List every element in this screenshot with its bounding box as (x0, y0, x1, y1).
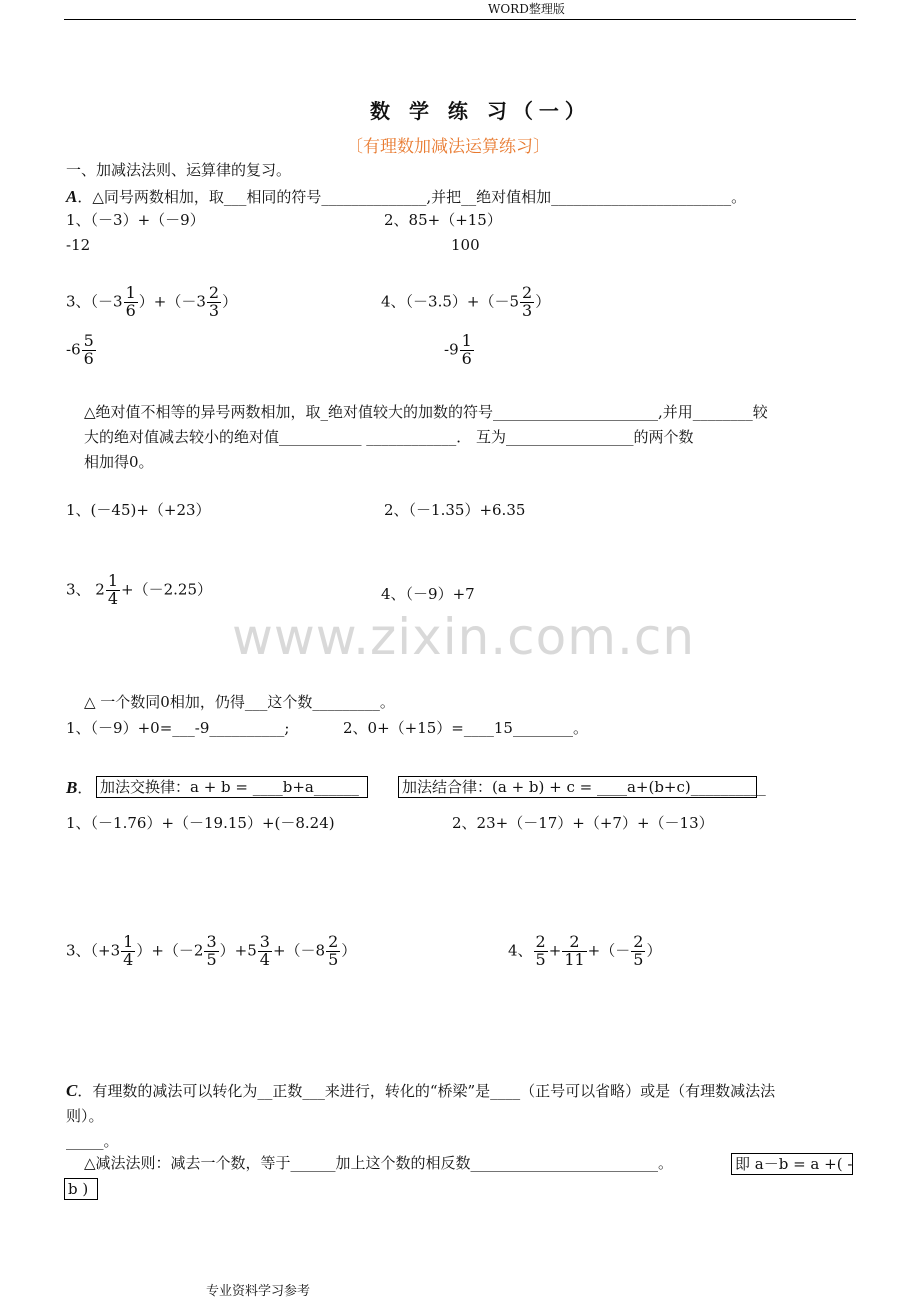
denominator: 6 (125, 300, 136, 320)
question-text: ） (535, 292, 551, 311)
answer-text: -9 (444, 340, 459, 359)
part-c-text: ．有理数的减法可以转化为__正数___来进行，转化的“桥梁”是____（正号可以省略）或是（有理数减法法 (77, 1082, 776, 1100)
answer: 100 (451, 236, 480, 254)
fraction (631, 934, 645, 969)
denominator: 4 (123, 949, 134, 969)
question: 2、0+（+15）=____15________。 (343, 719, 588, 737)
denominator: 3 (208, 300, 220, 320)
fraction (121, 934, 135, 969)
associative-law-box: 加法结合律：(a + b) + c = ____a+(b+c)__________ (398, 776, 757, 798)
page-title: 数 学 练 习（一） (370, 99, 591, 123)
question-text: + (548, 941, 562, 960)
numerator: 2 (535, 932, 546, 951)
fraction (82, 333, 96, 368)
fraction (562, 934, 586, 969)
question-text: ） (341, 941, 357, 960)
subtraction-formula-box: 即 a－b = a +( - (731, 1153, 853, 1175)
section-heading: 一、加减法法则、运算律的复习。 (66, 161, 292, 179)
question-text: 3、（+3 (66, 941, 121, 960)
part-c-line (66, 1078, 866, 1104)
page-subtitle: 〔有理数加减法运算练习〕 (346, 137, 550, 157)
question-text: ）+（－3 (138, 292, 206, 311)
denominator: 3 (522, 300, 533, 320)
question (66, 573, 212, 608)
fraction (326, 934, 340, 969)
part-b-label (66, 779, 92, 796)
answer: -12 (66, 236, 91, 254)
numerator: 5 (83, 331, 94, 350)
part-b-letter: B (66, 778, 78, 797)
fraction (207, 285, 221, 320)
question: 4、（－9）+7 (381, 585, 475, 603)
question-text: +（－8 (272, 941, 326, 960)
question (508, 934, 661, 969)
question-text: ） (222, 292, 238, 311)
numerator: 1 (125, 283, 136, 302)
question-text: 4、（－3.5）+（－5 (381, 292, 520, 311)
fraction (106, 573, 120, 608)
numerator: 2 (569, 932, 580, 951)
fraction (460, 333, 474, 368)
question (66, 285, 237, 320)
numerator: 2 (522, 283, 533, 302)
question (66, 934, 356, 969)
question: 2、（－1.35）+6.35 (384, 501, 526, 519)
denominator: 5 (535, 949, 546, 969)
part-a-rule-text: ．△同号两数相加，取___相同的符号______________,并把__绝对值相加________________________。 (77, 188, 747, 206)
question: 1、(－45)+（+23） (66, 501, 211, 519)
part-a-label: A (66, 187, 78, 206)
rule-line: △绝对值不相等的异号两数相加，取_绝对值较大的加数的符号______________________,并用________较 (84, 403, 768, 421)
header-rule (64, 19, 856, 20)
question-text: ）+（－2 (136, 941, 204, 960)
denominator: 5 (328, 949, 339, 969)
question-text: 4、 (508, 941, 533, 960)
zero-rule: △ 一个数同0相加，仍得___这个数_________。 (84, 693, 395, 711)
numerator: 2 (633, 932, 644, 951)
numerator: 1 (107, 571, 119, 590)
denominator: 4 (259, 949, 270, 969)
numerator: 1 (461, 331, 472, 350)
fraction (124, 285, 138, 320)
rule-line: 大的绝对值减去较小的绝对值___________ ____________． 互为_________________的两个数 (84, 428, 694, 446)
question-text: +（－ (587, 941, 631, 960)
fraction (534, 934, 548, 969)
question-text: 3、 2 (66, 580, 105, 599)
page-header: WORD整理版 (488, 2, 565, 16)
rule-paragraph (84, 400, 874, 475)
commutative-law-box: 加法交换律：a + b = ____b+a______ (96, 776, 368, 798)
fraction (520, 285, 534, 320)
denominator: 6 (83, 348, 94, 368)
subtraction-rule: △减法法则：减去一个数，等于______加上这个数的相反数_________________________。 (84, 1154, 674, 1172)
part-c-paragraph (66, 1078, 866, 1154)
numerator: 3 (259, 932, 270, 951)
denominator: 4 (107, 588, 119, 608)
part-c-line: _____。 (66, 1132, 119, 1150)
question-text: ） (646, 941, 662, 960)
subtraction-formula-box-cont: b ) (64, 1178, 98, 1200)
numerator: 2 (208, 283, 220, 302)
answer (66, 333, 97, 368)
denominator: 11 (564, 949, 585, 969)
numerator: 3 (206, 932, 217, 951)
question-text: ）+5 (219, 941, 257, 960)
question-text: 3、（－3 (66, 292, 123, 311)
fraction (204, 934, 218, 969)
question-text: +（－2.25） (121, 580, 213, 599)
part-b-dot: ． (77, 779, 93, 797)
fraction (258, 934, 272, 969)
rule-line: 相加得0。 (84, 453, 154, 471)
question: 2、23+（－17）+（+7）+（－13） (452, 814, 714, 832)
question: 1、（－1.76）+（－19.15）+(－8.24) (66, 814, 335, 832)
page-footer: 专业资料学习参考 (206, 1284, 311, 1299)
part-a-rule (66, 188, 746, 205)
part-c-letter: C (66, 1081, 78, 1100)
question: 1、（－9）+0=___-9__________; (66, 719, 290, 737)
part-c-line: 则）。 (66, 1107, 104, 1125)
question: 1、（－3）+（－9） (66, 211, 205, 229)
denominator: 5 (206, 949, 217, 969)
denominator: 5 (633, 949, 644, 969)
question: 2、85+（+15） (384, 211, 502, 229)
denominator: 6 (461, 348, 472, 368)
watermark: www.zixin.com.cn (232, 608, 696, 666)
numerator: 2 (328, 932, 339, 951)
answer (444, 333, 475, 368)
numerator: 1 (123, 932, 134, 951)
question (381, 285, 550, 320)
answer-text: -6 (66, 340, 81, 359)
